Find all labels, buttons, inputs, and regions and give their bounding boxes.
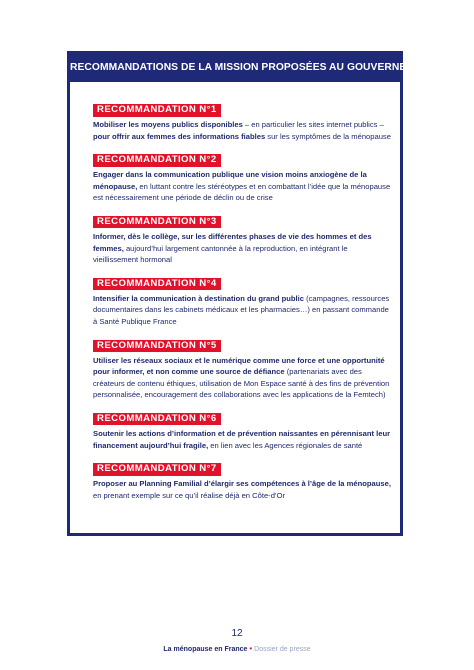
emphasis-text: Intensifier la communication à destination du grand public	[93, 293, 304, 303]
body-text: aujourd’hui largement cantonnée à la reproduction, en intégrant le vieillissement hormonal	[93, 243, 348, 265]
recommendation-text	[93, 293, 393, 328]
body-text: en prenant exemple sur ce qu’il réalise déjà en Côte-d’Or	[93, 490, 286, 500]
emphasis-text: Utiliser les réseaux sociaux et le numérique comme une force et une opportunité pour informer, et non comme une source de défiance	[93, 355, 385, 377]
recommendation-7	[93, 458, 393, 501]
recommendation-badge: RECOMMANDATION N°5	[93, 340, 221, 353]
recommendations-box	[67, 51, 436, 536]
recommendation-text	[93, 231, 393, 266]
recommendation-badge: RECOMMANDATION N°3	[93, 216, 221, 229]
recommendation-1	[93, 99, 393, 142]
recommendation-text	[93, 478, 393, 501]
recommendation-badge: RECOMMANDATION N°6	[93, 413, 221, 426]
document-subtitle: Dossier de presse	[254, 646, 311, 653]
page-footer	[0, 644, 474, 653]
recommendation-text	[93, 169, 393, 204]
page-number: 12	[231, 628, 243, 639]
emphasis-text: Mobiliser les moyens publics disponibles	[93, 120, 243, 129]
recommendation-text	[93, 428, 393, 451]
recommendation-badge: RECOMMANDATION N°4	[93, 278, 221, 291]
recommendation-5	[93, 335, 393, 401]
recommendation-badge: RECOMMANDATION N°7	[93, 463, 221, 476]
body-text: (campagnes, ressources documentaires dans les cabinets médicaux et les pharmacies…) en passant commande à Santé Publique France	[93, 293, 390, 326]
recommendation-6	[93, 408, 393, 451]
recommendation-list	[93, 99, 393, 508]
recommendation-badge: RECOMMANDATION N°1	[93, 104, 221, 117]
emphasis-text: Proposer au Planning Familial d’élargir ses compétences à l’âge de la ménopause,	[93, 479, 391, 489]
body-text: sur les symptômes de la ménopause	[265, 131, 391, 141]
document-title: La ménopause en France	[163, 646, 248, 653]
body-text: (partenariats avec des créateurs de contenu éthiques, utilisation de Mon Espace santé à des fins de prévention personnalisée, encouragement des collaborations avec les applications de la Femtech)	[93, 367, 390, 400]
recommendation-2	[93, 149, 393, 204]
body-text: – en particulier les sites internet publics –	[242, 120, 384, 129]
emphasis-text: Soutenir les actions d’information et de prévention naissantes en pérennisant leur financement aujourd’hui fragile,	[93, 428, 391, 450]
body-text: en luttant contre les stéréotypes et en combattant l’idée que la ménopause est nécessairement une période de déclin ou de crise	[93, 181, 391, 203]
recommendation-badge: RECOMMANDATION N°2	[93, 154, 221, 167]
recommendation-4	[93, 273, 393, 328]
recommendation-3	[93, 211, 393, 266]
recommendation-text	[93, 119, 393, 142]
recommendation-text	[93, 355, 393, 401]
footer-separator: •	[249, 644, 253, 653]
emphasis-text: Engager dans la communication publique une vision moins anxiogène de la ménopause,	[93, 170, 367, 191]
emphasis-text: pour offrir aux femmes des informations fiables	[93, 131, 266, 141]
body-text: en lien avec les Agences régionales de santé	[208, 440, 363, 450]
emphasis-text: Informer, dès le collège, sur les différentes phases de vie des hommes et des femmes,	[93, 231, 372, 253]
section-banner: RECOMMANDATIONS DE LA MISSION PROPOSÉES AU GOUVERNEMENT	[70, 54, 400, 82]
